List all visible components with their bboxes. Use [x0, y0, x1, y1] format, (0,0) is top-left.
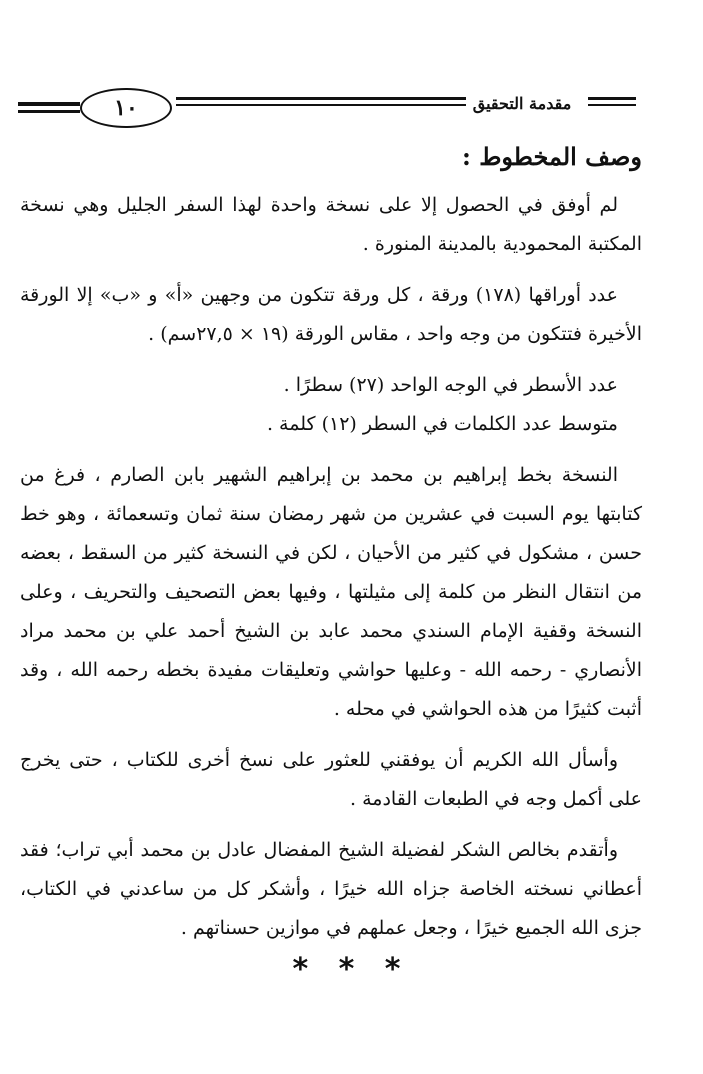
section-heading: وصف المخطوط : [461, 142, 642, 171]
page-number: ١٠ [114, 95, 138, 121]
page-header [0, 80, 703, 136]
paragraph-leaf-count: عدد أوراقها (١٧٨) ورقة ، كل ورقة تتكون من وجهين «أ» و «ب» إلا الورقة الأخيرة فتتكون من وجه واحد ، مقاس الورقة (١٩ × ٢٧,٥سم) . [20, 284, 642, 345]
header-rule-middle-top [176, 97, 466, 100]
page-content [20, 140, 642, 960]
header-rule-right-bottom [588, 104, 636, 106]
paragraph-scribe: النسخة بخط إبراهيم بن محمد بن إبراهيم الشهير بابن الصارم ، فرغ من كتابتها يوم السبت في عشرين من شهر رمضان سنة ثمان وتسعمائة ، وهو خط حسن ، مشكول في كثير من الأحيان ، لكن في النسخة كثير من السقط ، بعضه من انتقال النظر من كلمة إلى مثيلتها ، وفيها بعض التصحيف والتحريف ، وعلى النسخة وقفية الإمام السندي محمد عابد بن الشيخ أحمد علي بن محمد مراد الأنصاري - رحمه الله - وعليها حواشي وتعليقات مفيدة بخطه رحمه الله ، وقد أثبت كثيرًا من هذه الحواشي في محله . [20, 464, 642, 720]
section-title: مقدمة التحقيق [472, 94, 572, 113]
page-number-oval [80, 88, 172, 128]
paragraph-manuscript-copy: لم أوفق في الحصول إلا على نسخة واحدة لهذا السفر الجليل وهي نسخة المكتبة المحمودية بالمدينة المنورة . [20, 194, 642, 255]
header-rule-left-bottom [18, 110, 80, 113]
section-end-asterisks: * * * [292, 952, 411, 987]
header-rule-left-top [18, 102, 80, 106]
paragraph-prayer: وأسأل الله الكريم أن يوفقني للعثور على نسخ أخرى للكتاب ، حتى يخرج على أكمل وجه في الطبعات القادمة . [20, 749, 642, 810]
header-rule-middle-bottom [176, 104, 466, 106]
stat-lines-per-side: عدد الأسطر في الوجه الواحد (٢٧) سطرًا . [283, 374, 618, 396]
stat-words-per-line: متوسط عدد الكلمات في السطر (١٢) كلمة . [266, 413, 618, 435]
header-rule-right-top [588, 97, 636, 100]
paragraph-thanks: وأتقدم بخالص الشكر لفضيلة الشيخ المفضال عادل بن محمد أبي تراب؛ فقد أعطاني نسخته الخاصة جزاه الله خيرًا ، وأشكر كل من ساعدني في الكتاب، جزى الله الجميع خيرًا ، وجعل عملهم في موازين حسناتهم . [20, 839, 642, 939]
